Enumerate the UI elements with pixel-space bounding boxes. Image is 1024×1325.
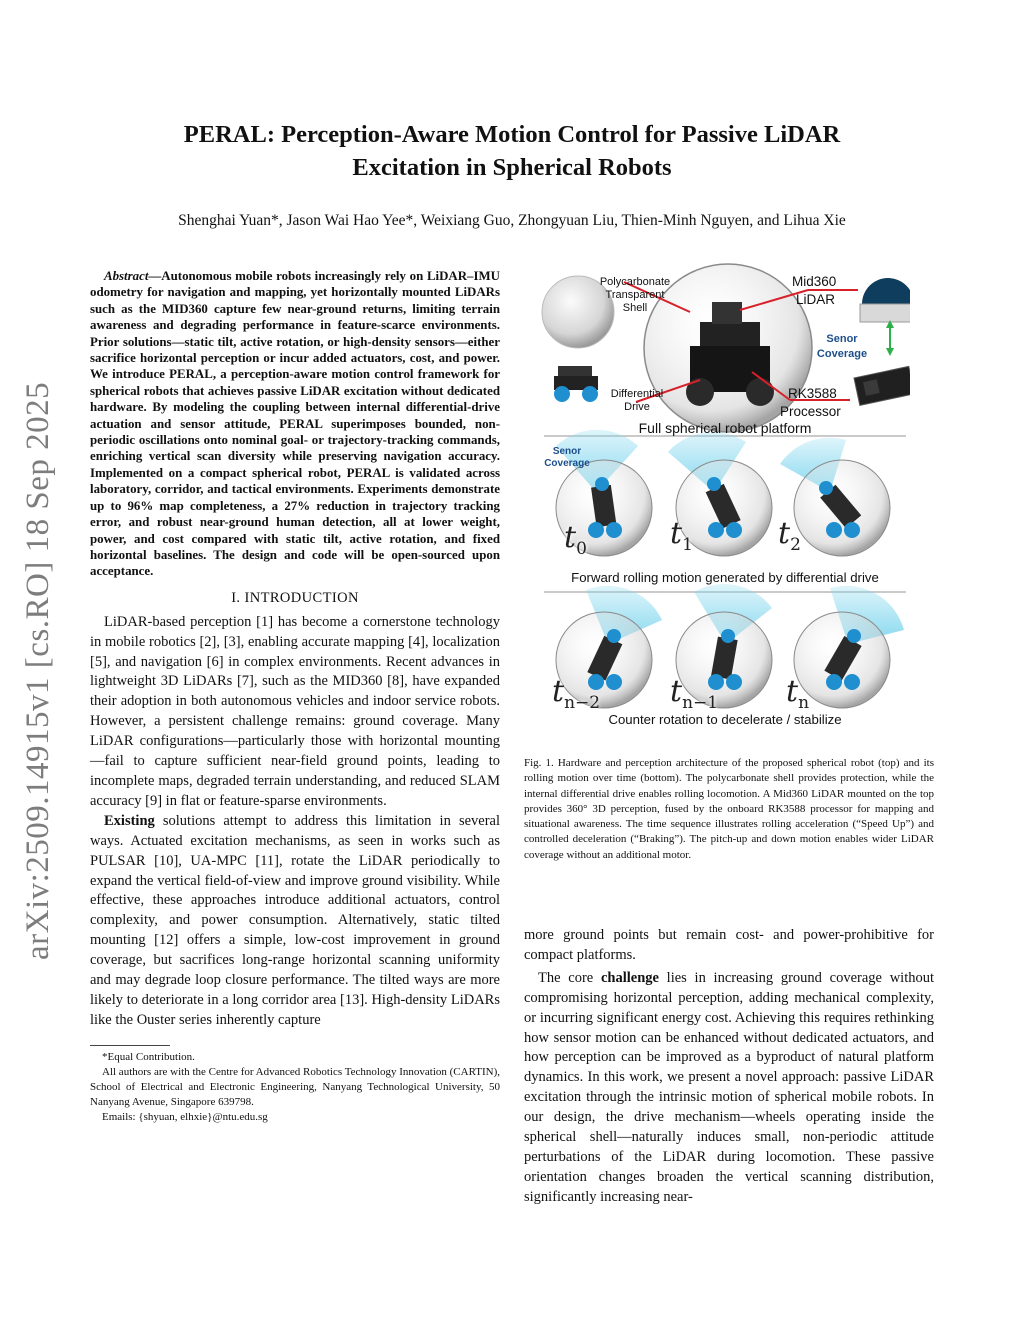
challenge-bold: challenge [600, 969, 659, 986]
section-heading-introduction: I. INTRODUCTION [231, 589, 359, 606]
footnotes [90, 1050, 500, 1125]
mid360-lidar-device [860, 278, 910, 322]
time-label-t0: $t_0$ [564, 520, 587, 559]
label-rk3588: RK3588 [788, 386, 837, 401]
label-senor-coverage-small: Senor Coverage [544, 446, 590, 469]
author-list: Shenghai Yuan*, Jason Wai Hao Yee*, Weixiang Guo, Zhongyuan Liu, Thien-Minh Nguyen, and Lihua Xie [178, 212, 846, 229]
left-column [90, 268, 500, 1125]
label-senor-coverage: Senor Coverage [816, 333, 868, 360]
label-full-platform: Full spherical robot platform [638, 420, 812, 436]
footnote-emails: Emails: {shyuan, elhxie}@ntu.edu.sg [102, 1110, 268, 1123]
abstract: Abstract—Autonomous mobile robots increasingly rely on LiDAR–IMU odometry for navigation and mapping, yet horizontally mounted LiDARs such as the MID360 capture few near-ground returns, limiting terrain awareness and degrading performance in feature-scarce environments. Prior solutions—static tilt, active rotation, or high-density sensors—either sacrifice horizontal perception or incur added actuators, cost, and power. We introduce PERAL, a perception-aware motion control framework for spherical robots that achieves passive LiDAR excitation without dedicated hardware. By modeling the coupling between internal differential-drive actuation and sensor attitude, PERAL superimposes bounded, non-periodic oscillations onto nominal goal- or trajectory-tracking commands, enriching vertical scan diversity while preserving navigation accuracy. Implemented on a compact spherical robot, PERAL is validated across laboratory, corridor, and tactical environments. Experiments demonstrate up to 96% map completeness, a 27% reduction in trajectory tracking error, and robust near-ground human detection, all at lower weight, power, and cost compared with static tilt, active rotation, and fixed horizontal baselines. The design and code will be open-sourced upon acceptance. [90, 269, 500, 579]
label-polycarbonate-shell: Polycarbonate Transparent Shell [599, 276, 671, 314]
figure-1-caption: Fig. 1. Hardware and perception architecture of the proposed spherical robot (top) and its rolling motion over time (bottom). The polycarbonate shell provides protection, while the internal differential drive enables rolling locomotion. A Mid360 LiDAR mounted on the top provides 360° 3D perception, fused by the onboard RK3588 processor for mapping and situational awareness. The time sequence illustrates rolling acceleration (“Speed Up”) and controlled deceleration (“Braking”). The pitch-up and down motion enables wider LiDAR coverage without an additional motor. [524, 757, 934, 861]
frame-tn [794, 586, 904, 708]
intro-paragraph-1: LiDAR-based perception [1] has become a cornerstone technology in mobile robotics [2], [3], enabling accurate mapping [4], localization [5], and navigation [6] in complex environments. Recent advances in lightweight 3D LiDARs [7], such as the MID360 [8], have expanded their adoption in both autonomous vehicles and indoor service robots. However, a persistent challenge remains: ground coverage. Many LiDAR configurations—particularly those with horizontal mounting—fail to capture sufficient near-field ground points, leading to incomplete maps, degraded terrain understanding, and reduced SLAM accuracy [9] in flat or feature-sparse environments. [90, 613, 500, 809]
footnote-affiliation: All authors are with the Centre for Advanced Robotics Technology Innovation (CARTIN), School of Electrical and Electronic Engineering, Nanyang Technological University, 50 Nanyang Avenue, Singapore 639798. [90, 1065, 500, 1108]
right-paragraph-1: more ground points but remain cost- and power-prohibitive for compact platforms. [524, 927, 934, 963]
figure-1 [540, 262, 910, 740]
intro-existing-bold: Existing [104, 812, 155, 829]
differential-drive-rover [554, 366, 598, 402]
time-label-t2: $t_2$ [778, 516, 801, 555]
title-line-1: PERAL: Perception-Aware Motion Control for Passive LiDAR [183, 121, 841, 148]
time-label-tn-2: $t_{n-2}$ [552, 674, 601, 713]
right-column [524, 926, 934, 1208]
time-label-tn-1: $t_{n-1}$ [670, 674, 719, 713]
paper-title [90, 118, 934, 184]
counter-rotation-caption: Counter rotation to decelerate / stabilize [608, 712, 842, 727]
right-paragraph-2: The core challenge lies in increasing ground coverage without compromising horizontal perception, adding mechanical complexity, or incurring significant energy cost. Achieving this requires rethinking how sensor motion can be enhanced without dedicated actuators, and how perception can be improved as a byproduct of natural platform dynamics. In this work, we present a novel approach: passive LiDAR excitation through the intrinsic motion of spherical mobile robots. In our design, the drive mechanism—wheels operating inside the spherical shell—naturally induces small, non-periodic attitude perturbations of the LiDAR during locomotion. These passive orientation changes broaden the vertical scanning distribution, significantly increasing near- [524, 969, 934, 1205]
intro-paragraph-2 [90, 812, 500, 1031]
abstract-lead: Abstract [104, 269, 149, 283]
rk3588-board [854, 366, 910, 405]
label-differential-drive: Differential Drive [610, 388, 664, 413]
forward-rolling-caption: Forward rolling motion generated by differential drive [571, 570, 879, 585]
label-lidar: LiDAR [796, 292, 836, 307]
time-label-tn: $t_n$ [786, 674, 810, 713]
title-line-2: Excitation in Spherical Robots [352, 154, 672, 181]
time-label-t1: $t_1$ [670, 516, 693, 555]
label-mid360: Mid360 [792, 274, 837, 289]
label-processor: Processor [780, 404, 841, 419]
footnote-equal-contribution: *Equal Contribution. [102, 1050, 195, 1063]
intro-paragraph-2-text: solutions attempt to address this limitation in several ways. Actuated excitation mechanisms, as seen in works such as PULSAR [10], UA-MPC [11], rotate the LiDAR periodically to expand the vertical field-of-view and improve ground visibility. While effective, these approaches introduce additional actuators, control complexity, and power consumption. Alternatively, static tilted mounting [12] offers a simple, low-cost improvement in ground coverage, but sacrifices long-range horizontal scanning uniformity and may degrade loop closure performance. The tilted ways are more likely to deteriorate in a long corridor area [13]. High-density LiDARs like the Ouster series inherently capture [90, 812, 500, 1028]
abstract-text: Autonomous mobile robots increasingly rely on LiDAR–IMU odometry for navigation and mapping, yet horizontally mounted LiDARs such as the MID360 capture few near-ground returns, limiting terrain awareness and degrading performance in feature-scarce environments. Prior solutions—static tilt, active rotation, or high-density sensors—either sacrifice horizontal perception or incur added actuators, cost, and power. We introduce PERAL, a perception-aware motion control framework for spherical robots that achieves passive LiDAR excitation without dedicated hardware. By modeling the coupling between internal differential-drive actuation and sensor attitude, PERAL superimposes bounded, non-periodic oscillations onto nominal goal- or trajectory-tracking commands, enriching vertical scan diversity while preserving navigation accuracy. Implemented on a compact spherical robot, PERAL is validated across laboratory, corridor, and tactical environments. Experiments demonstrate up to 96% map completeness, a 27% reduction in trajectory tracking error, and robust near-ground human detection, all at lower weight, power, and cost compared with static tilt, active rotation, and fixed horizontal baselines. The design and code will be open-sourced upon acceptance. [90, 269, 500, 579]
footnote-divider [90, 1045, 170, 1046]
arxiv-identifier: arXiv:2509.14915v1 [cs.RO] 18 Sep 2025 [20, 381, 56, 960]
